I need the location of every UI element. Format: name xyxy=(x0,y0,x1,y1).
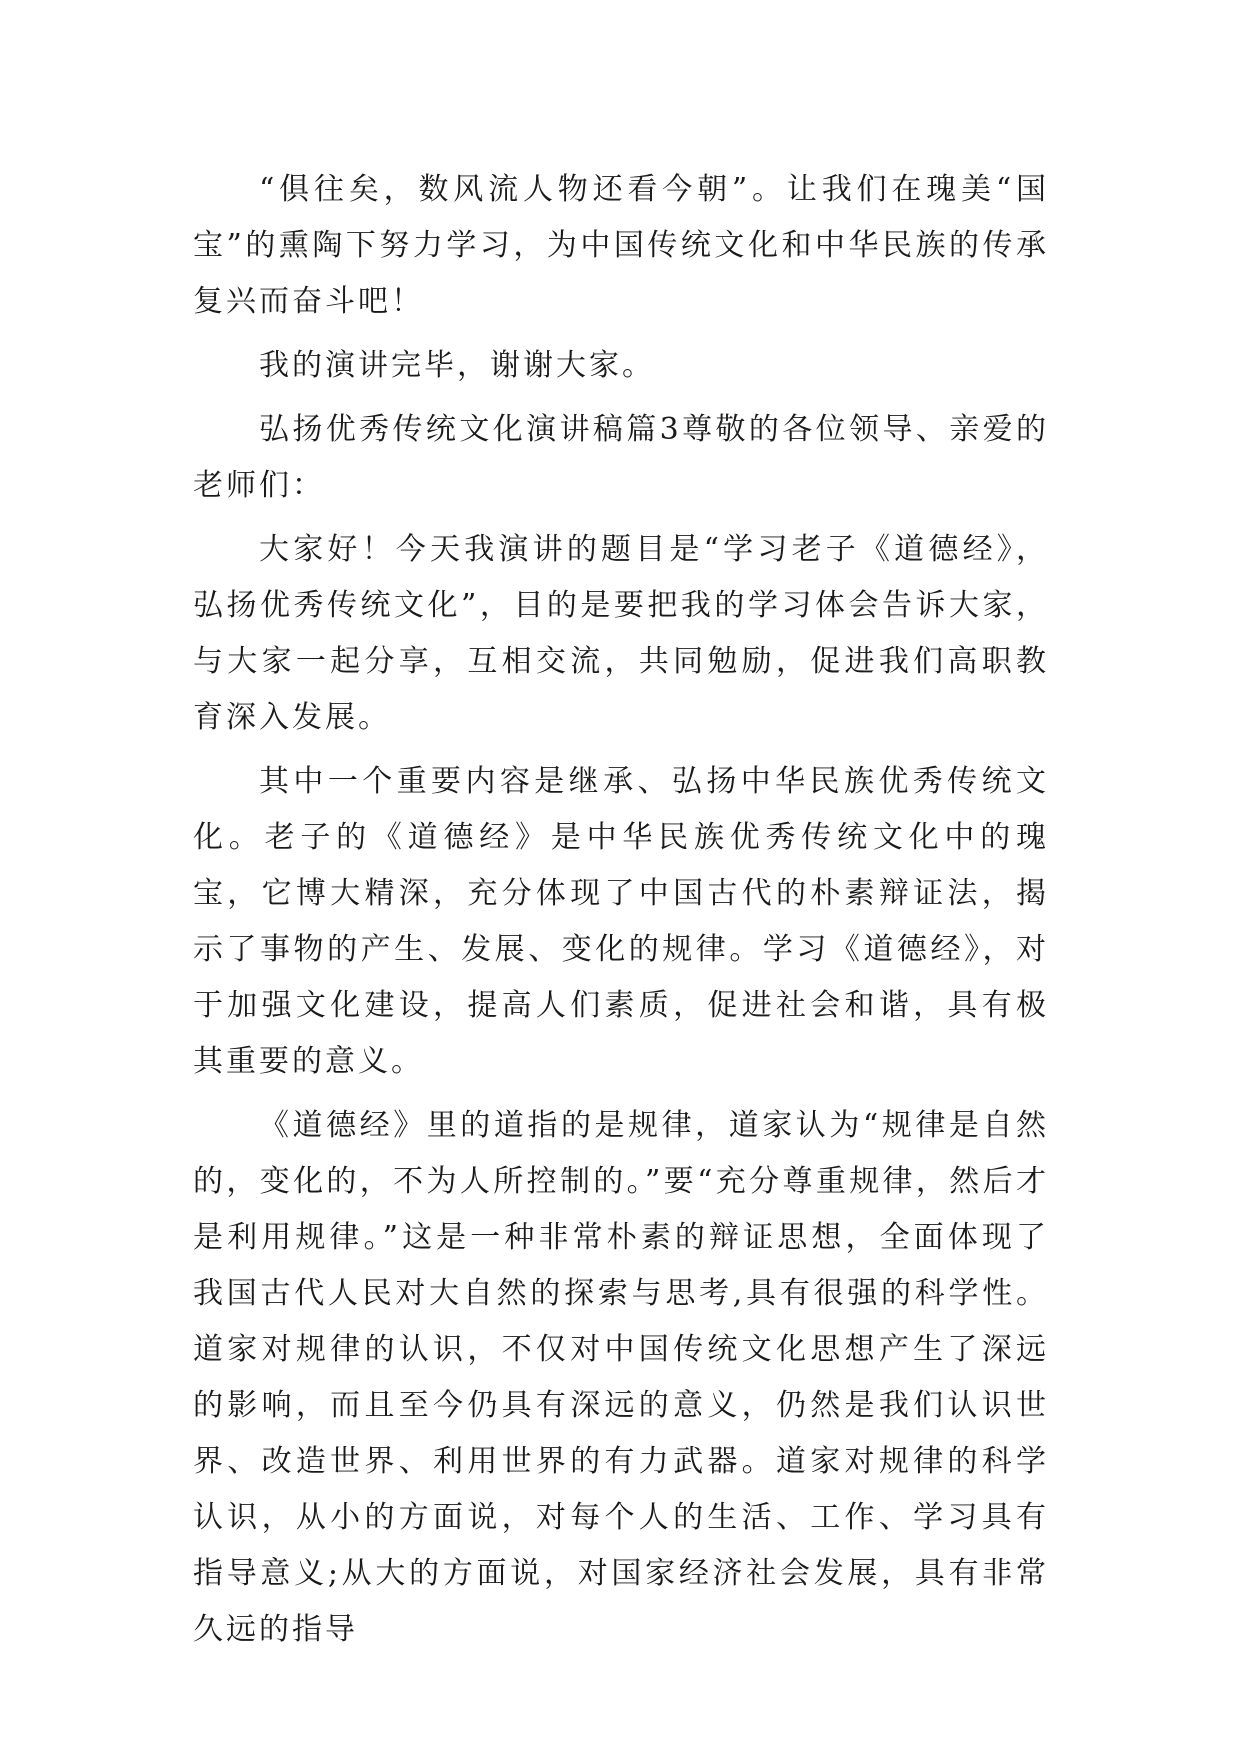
paragraph-speech-end: 我的演讲完毕，谢谢大家。 xyxy=(259,348,655,383)
paragraph-dao-law: 《道德经》里的道指的是规律，道家认为“规律是自然的，变化的，不为人所控制的。”要“充分尊重规律，然后才是利用规律。”这是一种非常朴素的辩证思想，全面体现了我国古代人民对大自然的探索与思考,具有很强的科学性。道家对规律的认识，不仅对中国传统文化思想产生了深远的影响，而且至今仍具有深远的意义，仍然是我们认识世界、改造世界、利用世界的有力武器。道家对规律的科学认识，从小的方面说，对每个人的生活、工作、学习具有指导意义;从大的方面说，对国家经济社会发展，具有非常久远的指导 xyxy=(193,1108,1049,1647)
paragraph-tradition: 其中一个重要内容是继承、弘扬中华民族优秀传统文化。老子的《道德经》是中华民族优秀传统文化中的瑰宝，它博大精深，充分体现了中国古代的朴素辩证法，揭示了事物的产生、发展、变化的规律。学习《道德经》，对于加强文化建设，提高人们素质，促进社会和谐，具有极其重要的意义。 xyxy=(193,764,1049,1079)
paragraph-section-heading: 弘扬优秀传统文化演讲稿篇3尊敬的各位领导、亲爱的老师们： xyxy=(193,412,1049,503)
paragraph-closing-quote: “俱往矣，数风流人物还看今朝”。让我们在瑰美“国宝”的熏陶下努力学习，为中国传统文化和中华民族的传承复兴而奋斗吧！ xyxy=(193,172,1049,319)
document-body xyxy=(193,162,1049,1658)
paragraph-greeting: 大家好！今天我演讲的题目是“学习老子《道德经》，弘扬优秀传统文化”，目的是要把我的学习体会告诉大家，与大家一起分享，互相交流，共同勉励，促进我们高职教育深入发展。 xyxy=(193,532,1049,735)
